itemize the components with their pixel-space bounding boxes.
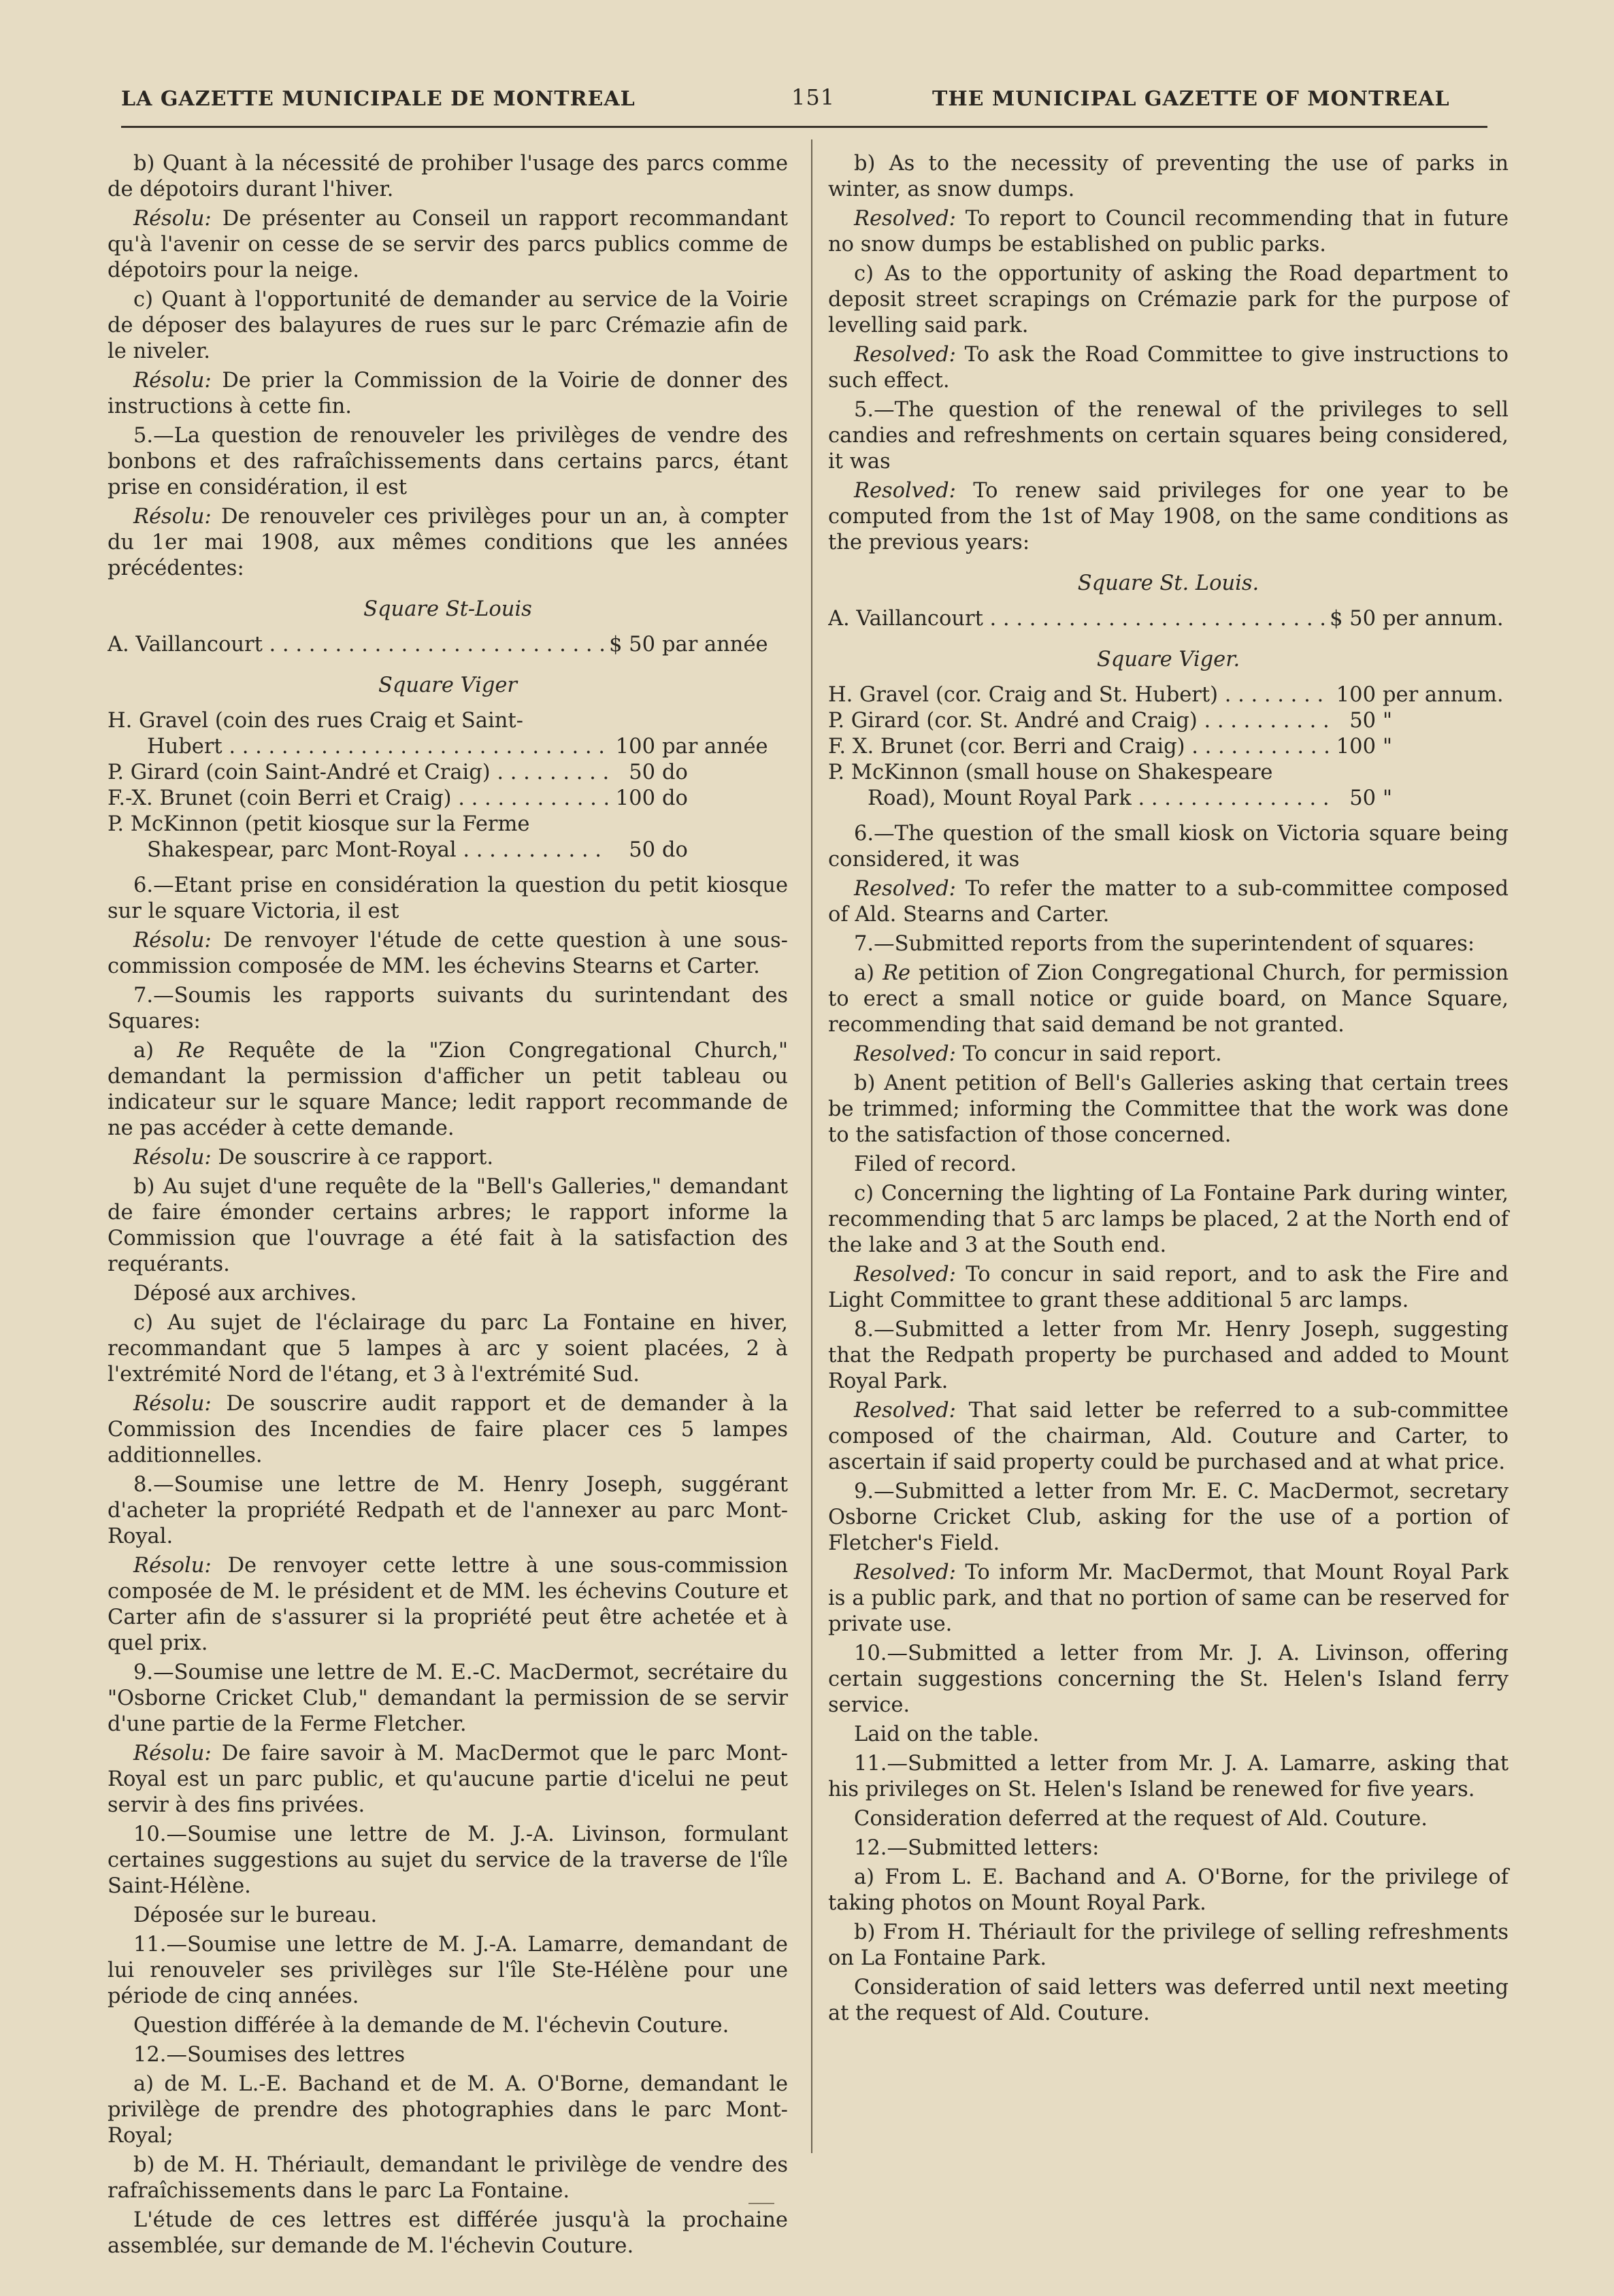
- privilege-row: Hubert . . . 100 par année: [108, 734, 788, 760]
- paragraph: 10.—Soumise une lettre de M. J.-A. Livinson, formulant certaines suggestions au sujet du service de la traverse de l'île Saint-Hélène.: [108, 1823, 788, 1898]
- paragraph: Résolu: De souscrire audit rapport et de demander à la Commission des Incendies de faire placer ces 5 lampes additionnelles.: [108, 1392, 788, 1467]
- privilege-row: F.-X. Brunet (coin Berri et Craig) . . . 100 do: [108, 786, 788, 812]
- paragraph: 10.—Submitted a letter from Mr. J. A. Livinson, offering certain suggestions concerning the St. Helen's Island ferry service.: [828, 1642, 1509, 1717]
- resolution-label: Résolu:: [133, 207, 212, 231]
- paragraph: 6.—Etant prise en considération la question du petit kiosque sur le square Victoria, il est: [108, 874, 788, 923]
- paragraph: c) Concerning the lighting of La Fontaine Park during winter, recommending that 5 arc lamps be placed, 2 at the North end of the lake and 3 at the South end.: [828, 1182, 1509, 1257]
- privilege-row: H. Gravel (cor. Craig and St. Hubert) . . . 100 per annum.: [828, 682, 1509, 708]
- resolution-label: Résolu:: [133, 505, 212, 529]
- paragraph: b) From H. Thériault for the privilege of selling refreshments on La Fontaine Park.: [828, 1920, 1509, 1970]
- paragraph: 9.—Soumise une lettre de M. E.-C. MacDermot, secrétaire du "Osborne Cricket Club," demandant la permission de se servir d'une partie de la Ferme Fletcher.: [108, 1661, 788, 1736]
- privilege-row: Shakespear, parc Mont-Royal . . . 50 do: [108, 837, 788, 863]
- paragraph: Déposée sur le bureau.: [133, 1903, 378, 1927]
- column-divider: [811, 139, 812, 2153]
- privilege-row: A. Vaillancourt . . . $ 50 par année: [108, 632, 788, 658]
- paragraph: Résolu: De souscrire à ce rapport.: [133, 1146, 494, 1169]
- resolution-label: Résolu:: [133, 1392, 212, 1416]
- paragraph: Résolu: De renouveler ces privilèges pour un an, à compter du 1er mai 1908, aux mêmes conditions que les années précédentes:: [108, 505, 788, 580]
- paragraph: a) de M. L.-E. Bachand et de M. A. O'Borne, demandant le privilège de prendre des photographies dans le parc Mont-Royal;: [108, 2072, 788, 2148]
- paragraph: 5.—La question de renouveler les privilèges de vendre des bonbons et des rafraîchissements dans certains parcs, étant prise en considération, il est: [108, 424, 788, 499]
- paragraph: a) Re petition of Zion Congregational Church, for permission to erect a small notice or guide board, on Mance Square, recommending that said demand be not granted.: [828, 961, 1509, 1037]
- resolution-label: Resolved:: [854, 1561, 956, 1584]
- paragraph: a) Re Requête de la "Zion Congregational Church," demandant la permission d'afficher un petit tableau ou indicateur sur le square Mance; ledit rapport recommande de ne pas accéder à cette demande.: [108, 1039, 789, 1140]
- paragraph: Resolved: To renew said privileges for one year to be computed from the 1st of May 1908, on the same conditions as the previous years:: [828, 479, 1509, 554]
- privilege-row: Road), Mount Royal Park . . . 50 ": [828, 786, 1509, 812]
- paragraph: Résolu: De présenter au Conseil un rapport recommandant qu'à l'avenir on cesse de se servir des parcs publics comme de dépotoirs pour la neige.: [108, 207, 788, 282]
- privilege-row: P. McKinnon (small house on Shakespeare: [828, 761, 1273, 784]
- paragraph: b) Anent petition of Bell's Galleries asking that certain trees be trimmed; informing the Committee that the work was done to the satisfaction of those concerned.: [828, 1071, 1509, 1147]
- paragraph: 8.—Submitted a letter from Mr. Henry Joseph, suggesting that the Redpath property be purchased and added to Mount Royal Park.: [828, 1318, 1509, 1393]
- resolution-label: Résolu:: [133, 1554, 212, 1578]
- paragraph: 5.—The question of the renewal of the privileges to sell candies and refreshments on certain squares being considered, it was: [828, 398, 1509, 473]
- paragraph: c) Au sujet de l'éclairage du parc La Fontaine en hiver, recommandant que 5 lampes à arc y soient placées, 2 à l'extrémité Nord de l'étang, et 3 à l'extrémité Sud.: [108, 1311, 788, 1386]
- footer-rule: [748, 2203, 774, 2204]
- paragraph: Resolved: To ask the Road Committee to give instructions to such effect.: [828, 343, 1509, 393]
- resolution-label: Résolu:: [133, 1146, 212, 1169]
- paragraph: 7.—Soumis les rapports suivants du surintendant des Squares:: [108, 984, 788, 1033]
- resolution-label: Resolved:: [854, 479, 956, 503]
- square-heading: Square St. Louis.: [1077, 571, 1259, 595]
- paragraph: Resolved: To report to Council recommending that in future no snow dumps be established on public parks.: [828, 207, 1509, 256]
- paragraph: Resolved: That said letter be referred to a sub-committee composed of the chairman, Ald. Couture and Carter, to ascertain if said property could be purchased and at what price.: [828, 1399, 1509, 1474]
- paragraph: 8.—Soumise une lettre de M. Henry Joseph, suggérant d'acheter la propriété Redpath et de l'annexer au parc Mont-Royal.: [108, 1473, 788, 1548]
- paragraph: c) Quant à l'opportunité de demander au service de la Voirie de déposer des balayures de rues sur le parc Crémazie afin de le niveler.: [108, 288, 788, 363]
- paragraph: 6.—The question of the small kiosk on Victoria square being considered, it was: [828, 822, 1509, 871]
- paragraph: 11.—Submitted a letter from Mr. J. A. Lamarre, asking that his privileges on St. Helen's Island be renewed for five years.: [828, 1752, 1509, 1801]
- paragraph: Resolved: To concur in said report.: [854, 1042, 1222, 1066]
- paragraph: 7.—Submitted reports from the superintendent of squares:: [854, 932, 1475, 956]
- paragraph: b) de M. H. Thériault, demandant le privilège de vendre des rafraîchissements dans le parc La Fontaine.: [108, 2153, 788, 2203]
- paragraph: Resolved: To concur in said report, and to ask the Fire and Light Committee to grant these additional 5 arc lamps.: [828, 1263, 1509, 1312]
- privilege-row: A. Vaillancourt . . . $ 50 per annum.: [828, 606, 1509, 632]
- privilege-row: F. X. Brunet (cor. Berri and Craig) . . . 100 ": [828, 734, 1509, 760]
- paragraph: Resolved: To inform Mr. MacDermot, that Mount Royal Park is a public park, and that no portion of same can be reserved for private use.: [828, 1561, 1509, 1636]
- resolution-label: Resolved:: [854, 1263, 956, 1286]
- paragraph: Déposé aux archives.: [133, 1282, 357, 1305]
- english-column: [828, 151, 1509, 2030]
- paragraph: Consideration of said letters was deferred until next meeting at the request of Ald. Couture.: [828, 1976, 1509, 2025]
- paragraph: Résolu: De faire savoir à M. MacDermot que le parc Mont-Royal est un parc public, et qu'aucune partie d'icelui ne peut servir à des fins privées.: [108, 1742, 788, 1817]
- resolution-label: Resolved:: [854, 877, 956, 901]
- paragraph: Laid on the table.: [854, 1723, 1040, 1746]
- paragraph: a) From L. E. Bachand and A. O'Borne, for the privilege of taking photos on Mount Royal Park.: [828, 1865, 1509, 1915]
- paragraph: L'étude de ces lettres est différée jusqu'à la prochaine assemblée, sur demande de M. l'échevin Couture.: [108, 2208, 788, 2258]
- header-french-title: LA GAZETTE MUNICIPALE DE MONTREAL: [121, 87, 636, 111]
- square-heading: Square St-Louis: [363, 597, 532, 621]
- resolution-label: Résolu:: [133, 929, 212, 952]
- resolution-label: Resolved:: [854, 1399, 956, 1422]
- header-rule: [121, 126, 1487, 128]
- privilege-row: P. Girard (cor. St. André and Craig) . . . 50 ": [828, 708, 1509, 734]
- resolution-label: Resolved:: [854, 343, 956, 367]
- resolution-label: Resolved:: [854, 207, 956, 231]
- paragraph: 12.—Soumises des lettres: [133, 2043, 406, 2067]
- paragraph: b) Quant à la nécessité de prohiber l'usage des parcs comme de dépotoirs durant l'hiver.: [108, 152, 788, 201]
- resolution-label: Résolu:: [133, 1742, 212, 1765]
- paragraph: 11.—Soumise une lettre de M. J.-A. Lamarre, demandant de lui renouveler ses privilèges sur l'île Ste-Hélène pour une période de cinq années.: [108, 1933, 788, 2008]
- paragraph: Résolu: De renvoyer l'étude de cette question à une sous-commission composée de MM. les échevins Stearns et Carter.: [108, 929, 788, 978]
- page-number: 151: [791, 84, 836, 110]
- square-heading: Square Viger.: [1096, 648, 1240, 671]
- paragraph: 12.—Submitted letters:: [854, 1836, 1100, 1860]
- privilege-row: P. McKinnon (petit kiosque sur la Ferme: [108, 812, 530, 836]
- square-heading: Square Viger: [378, 673, 517, 697]
- paragraph: Résolu: De prier la Commission de la Voirie de donner des instructions à cette fin.: [108, 369, 788, 418]
- resolution-label: Résolu:: [133, 369, 212, 393]
- paragraph: Consideration deferred at the request of Ald. Couture.: [854, 1807, 1428, 1831]
- paragraph: c) As to the opportunity of asking the Road department to deposit street scrapings on Crémazie park for the purpose of levelling said park.: [828, 262, 1509, 337]
- paragraph: Question différée à la demande de M. l'échevin Couture.: [133, 2014, 729, 2037]
- french-column: [108, 151, 788, 2263]
- paragraph: 9.—Submitted a letter from Mr. E. C. MacDermot, secretary Osborne Cricket Club, asking for the use of a portion of Fletcher's Field.: [828, 1480, 1509, 1555]
- privilege-row: H. Gravel (coin des rues Craig et Saint-: [108, 709, 523, 733]
- paragraph: Filed of record.: [854, 1152, 1017, 1176]
- paragraph: b) Au sujet d'une requête de la "Bell's Galleries," demandant de faire émonder certains arbres; le rapport informe la Commission que l'ouvrage a été fait à la satisfaction des requérants.: [108, 1175, 788, 1276]
- privilege-row: P. Girard (coin Saint-André et Craig) . . . 50 do: [108, 760, 788, 786]
- paragraph: Resolved: To refer the matter to a sub-committee composed of Ald. Stearns and Carter.: [828, 877, 1509, 927]
- resolution-label: Resolved:: [854, 1042, 956, 1066]
- header-english-title: THE MUNICIPAL GAZETTE OF MONTREAL: [932, 87, 1450, 111]
- paragraph: b) As to the necessity of preventing the use of parks in winter, as snow dumps.: [828, 152, 1509, 201]
- paragraph: Résolu: De renvoyer cette lettre à une sous-commission composée de M. le président et de MM. les échevins Couture et Carter afin de s'assurer si la propriété peut être achetée et à quel prix.: [108, 1554, 788, 1655]
